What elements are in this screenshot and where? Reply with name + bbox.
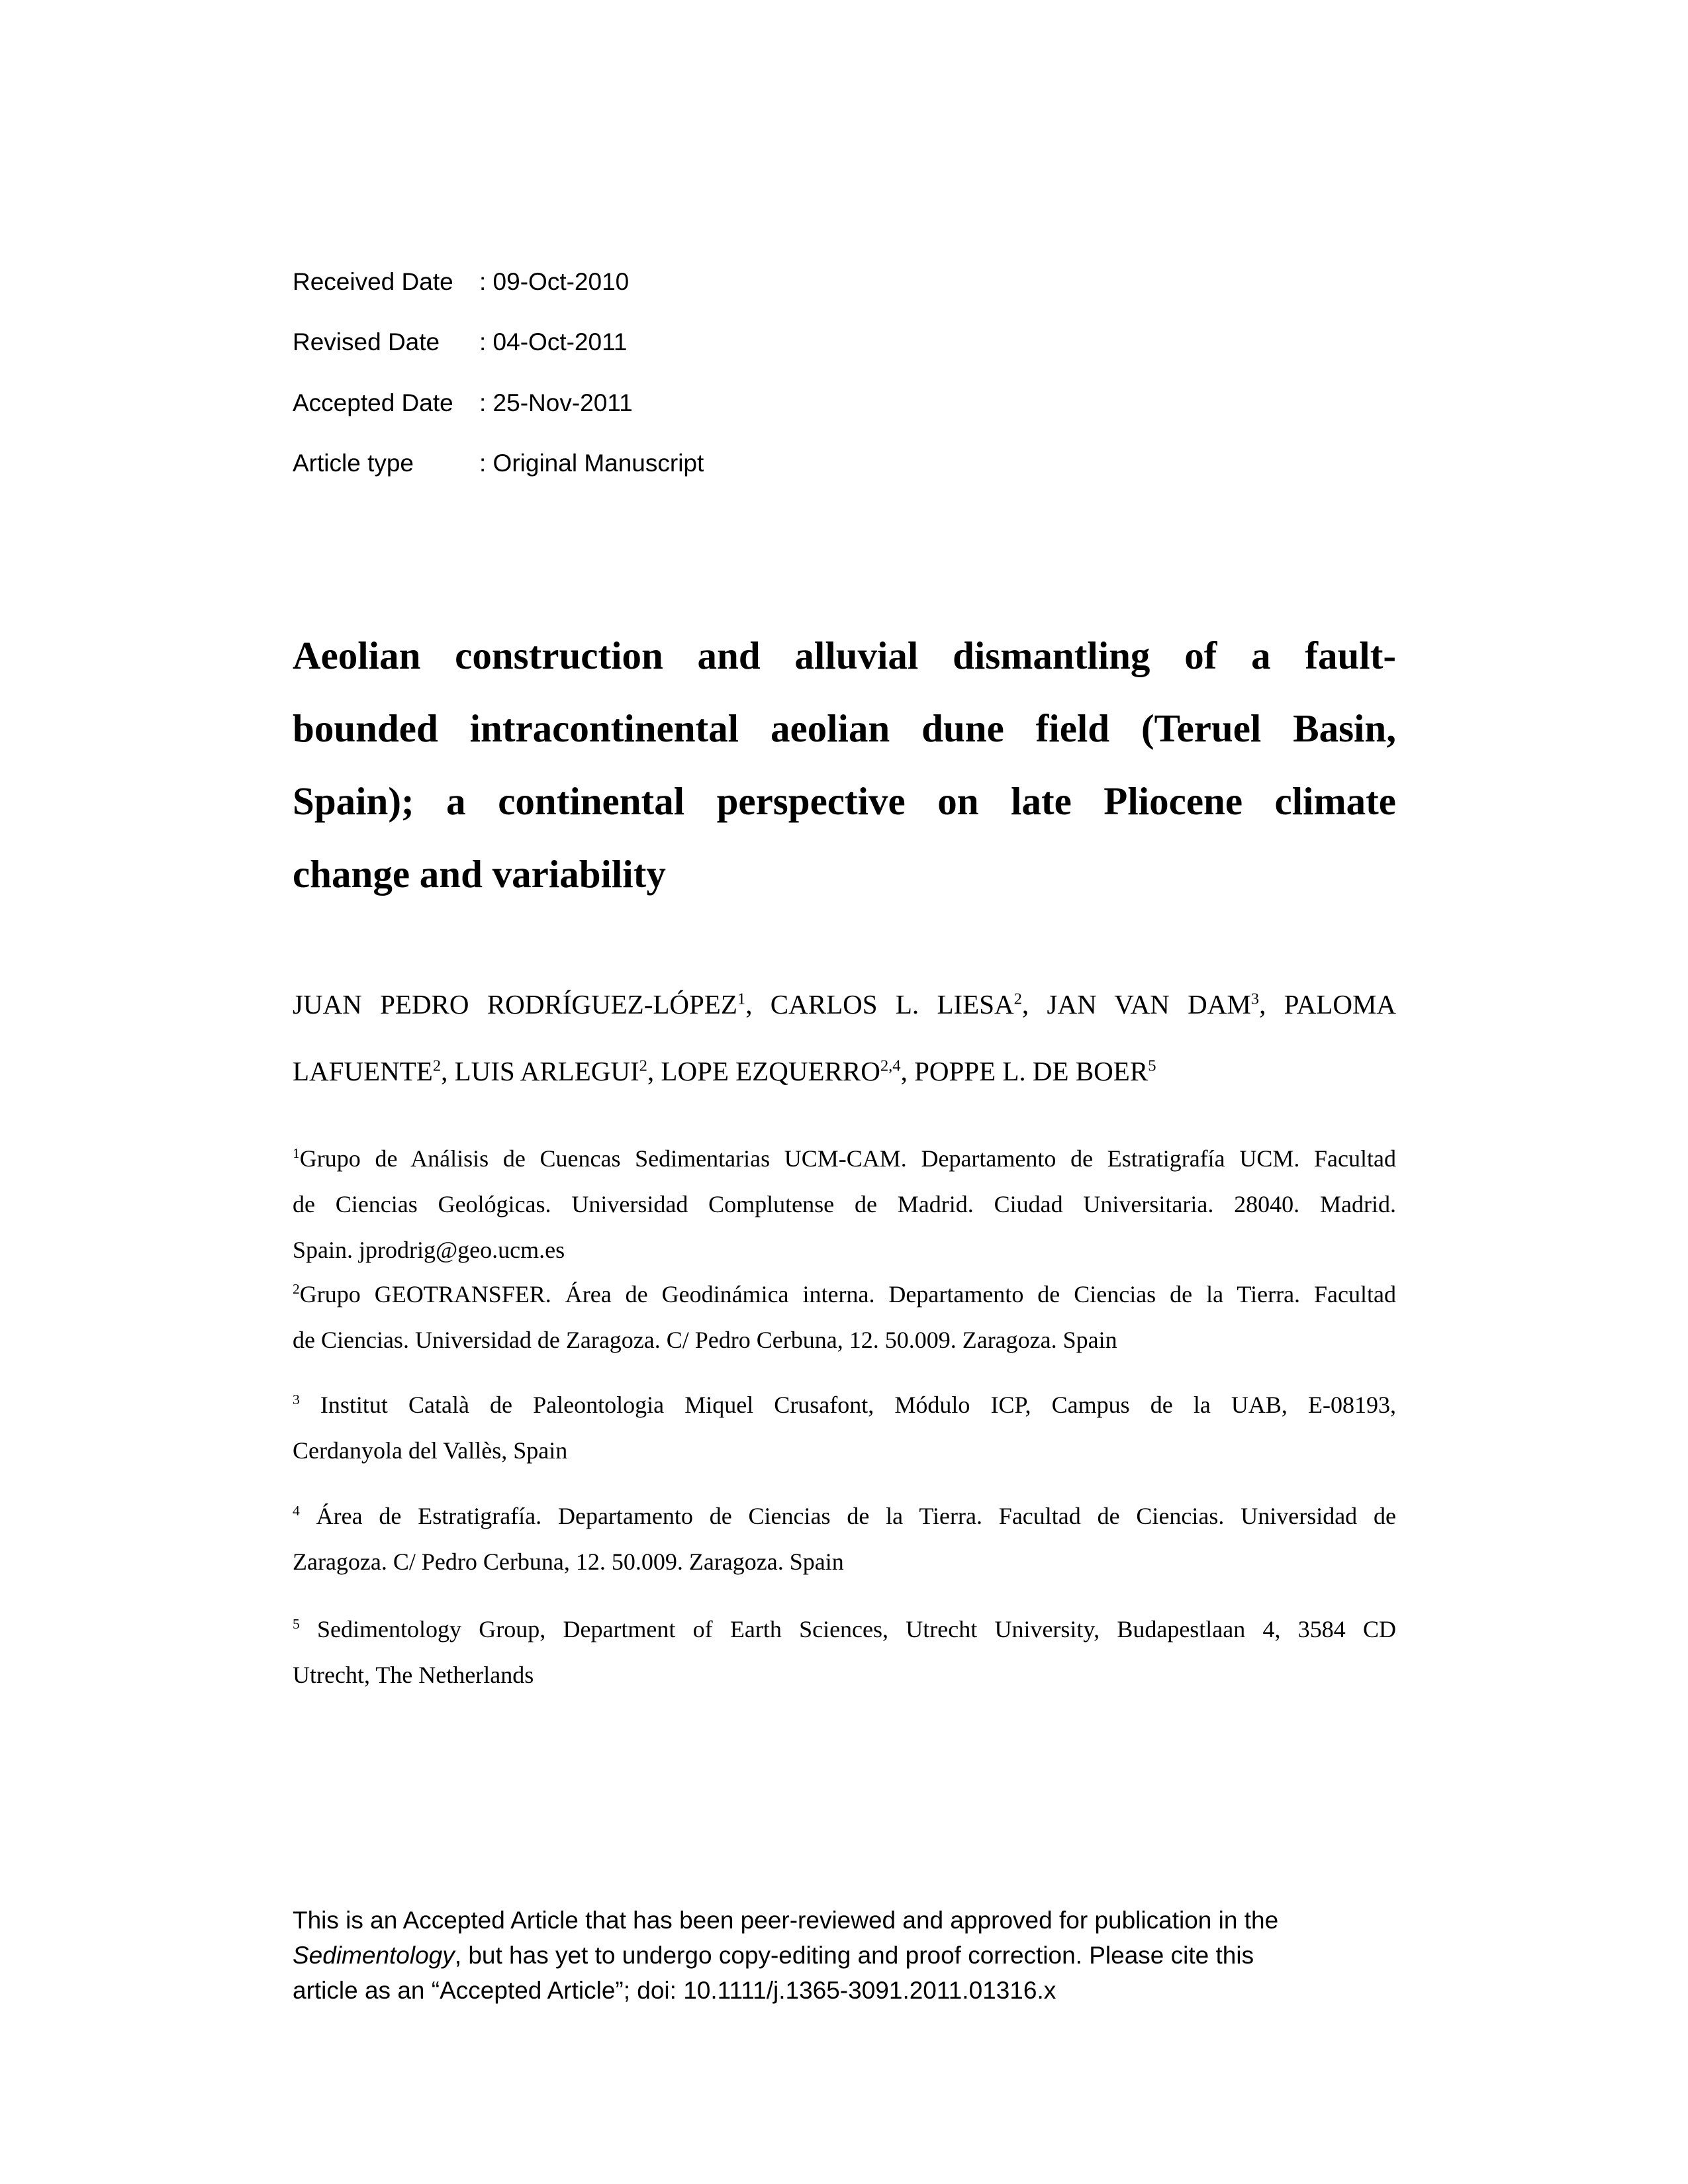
affiliation-2 bbox=[293, 1272, 1396, 1363]
affil-num: 4 bbox=[293, 1503, 300, 1519]
notice-line: article as an “Accepted Article”; doi: 10.1111/j.1365-3091.2011.01316.x bbox=[293, 1977, 1056, 2004]
article-type-label: Article type bbox=[293, 450, 414, 477]
notice-text: , but has yet to undergo copy-editing and proof correction. Please cite this bbox=[454, 1942, 1254, 1969]
author-name: LUIS ARLEGUI bbox=[454, 1056, 639, 1086]
affiliation-line: de Ciencias. Universidad de Zaragoza. C/ Pedro Cerbuna, 12. 50.009. Zaragoza. Spain bbox=[293, 1327, 1117, 1353]
title-line: Spain); a continental perspective on late Pliocene climate bbox=[293, 779, 1396, 823]
author-affil-sup: 1 bbox=[737, 990, 746, 1008]
received-label: Received Date bbox=[293, 268, 453, 295]
received-date bbox=[293, 268, 1396, 296]
author-line: LAFUENTE$^2$, LUIS ARLEGUI$^2$, LOPE EZQUERRO$^{2,4}$, POPPE L. DE BOER$^5$ bbox=[293, 1056, 1156, 1086]
affiliation-3 bbox=[293, 1382, 1396, 1474]
affiliation-line bbox=[293, 1136, 1396, 1182]
article-type-value: : Original Manuscript bbox=[479, 450, 704, 477]
revised-label: Revised Date bbox=[293, 328, 440, 356]
affiliation-5 bbox=[293, 1607, 1396, 1698]
notice-line: This is an Accepted Article that has been peer-reviewed and approved for publication in the bbox=[293, 1907, 1279, 1934]
accepted-label: Accepted Date bbox=[293, 389, 453, 416]
article-title bbox=[293, 619, 1396, 910]
author-name: JAN VAN DAM bbox=[1047, 989, 1251, 1020]
affil-text: Área de Estratigrafía. Departamento de Ciencias de la Tierra. Facultad de Ciencias. Universidad de bbox=[299, 1503, 1396, 1529]
author-affil-sup: 5 bbox=[1148, 1057, 1156, 1075]
author-line: JUAN PEDRO RODRÍGUEZ-LÓPEZ$^1$, CARLOS L. LIESA$^2$, JAN VAN DAM$^3$, PALOMA bbox=[293, 989, 1397, 1020]
affiliation-1 bbox=[293, 1136, 1396, 1273]
notice-line bbox=[293, 1938, 1396, 1973]
author-name: PALOMA bbox=[1284, 989, 1397, 1020]
author-name: LOPE EZQUERRO bbox=[661, 1056, 880, 1086]
affiliation-line: Cerdanyola del Vallès, Spain bbox=[293, 1437, 568, 1464]
affiliation-line bbox=[293, 1607, 1396, 1652]
accepted-article-notice bbox=[293, 1903, 1396, 2008]
affil-text: Grupo de Análisis de Cuencas Sedimentarias UCM-CAM. Departamento de Estratigrafía UCM. Facultad bbox=[299, 1145, 1396, 1172]
author-list bbox=[293, 971, 1396, 1105]
affiliation-line: Zaragoza. C/ Pedro Cerbuna, 12. 50.009. Zaragoza. Spain bbox=[293, 1548, 844, 1575]
revised-value: : 04-Oct-2011 bbox=[479, 328, 628, 356]
affil-num: 5 bbox=[293, 1616, 300, 1632]
article-type bbox=[293, 450, 1396, 477]
author-affil-sup: 2 bbox=[432, 1057, 442, 1075]
title-line: bounded intracontinental aeolian dune field (Teruel Basin, bbox=[293, 706, 1396, 750]
affil-text: Grupo GEOTRANSFER. Área de Geodinámica interna. Departamento de Ciencias de la Tierra. Facultad bbox=[299, 1281, 1396, 1307]
affiliation-line: de Ciencias Geológicas. Universidad Complutense de Madrid. Ciudad Universitaria. 28040. Madrid. bbox=[293, 1191, 1396, 1217]
affiliation-line bbox=[293, 1272, 1396, 1317]
affiliation-line bbox=[293, 1494, 1396, 1539]
affil-text: Sedimentology Group, Department of Earth Sciences, Utrecht University, Budapestlaan 4, 3584 CD bbox=[299, 1616, 1396, 1642]
author-affil-sup: 2,4 bbox=[880, 1057, 901, 1075]
affiliation-line: Spain. jprodrig@geo.ucm.es bbox=[293, 1237, 565, 1263]
affil-num: 1 bbox=[293, 1145, 300, 1161]
title-line: change and variability bbox=[293, 852, 666, 896]
author-name: POPPE L. DE BOER bbox=[914, 1056, 1149, 1086]
author-affil-sup: 2 bbox=[1013, 990, 1022, 1008]
accepted-date bbox=[293, 389, 1396, 417]
author-affil-sup: 2 bbox=[639, 1057, 647, 1075]
affil-num: 3 bbox=[293, 1392, 300, 1407]
author-name: LAFUENTE bbox=[293, 1056, 433, 1086]
affiliation-line bbox=[293, 1382, 1396, 1428]
author-affil-sup: 3 bbox=[1250, 990, 1260, 1008]
affiliation-line: Utrecht, The Netherlands bbox=[293, 1662, 534, 1688]
author-name: JUAN PEDRO RODRÍGUEZ-LÓPEZ bbox=[293, 989, 737, 1020]
affil-num: 2 bbox=[293, 1281, 300, 1297]
revised-date bbox=[293, 328, 1396, 356]
received-value: : 09-Oct-2010 bbox=[479, 268, 630, 295]
affiliation-4 bbox=[293, 1494, 1396, 1585]
title-line: Aeolian construction and alluvial dismantling of a fault- bbox=[293, 634, 1396, 677]
affil-text: Institut Català de Paleontologia Miquel Crusafont, Módulo ICP, Campus de la UAB, E-08193, bbox=[299, 1392, 1396, 1418]
journal-name: Sedimentology bbox=[293, 1942, 455, 1969]
author-name: CARLOS L. LIESA bbox=[770, 989, 1014, 1020]
accepted-value: : 25-Nov-2011 bbox=[479, 389, 633, 416]
